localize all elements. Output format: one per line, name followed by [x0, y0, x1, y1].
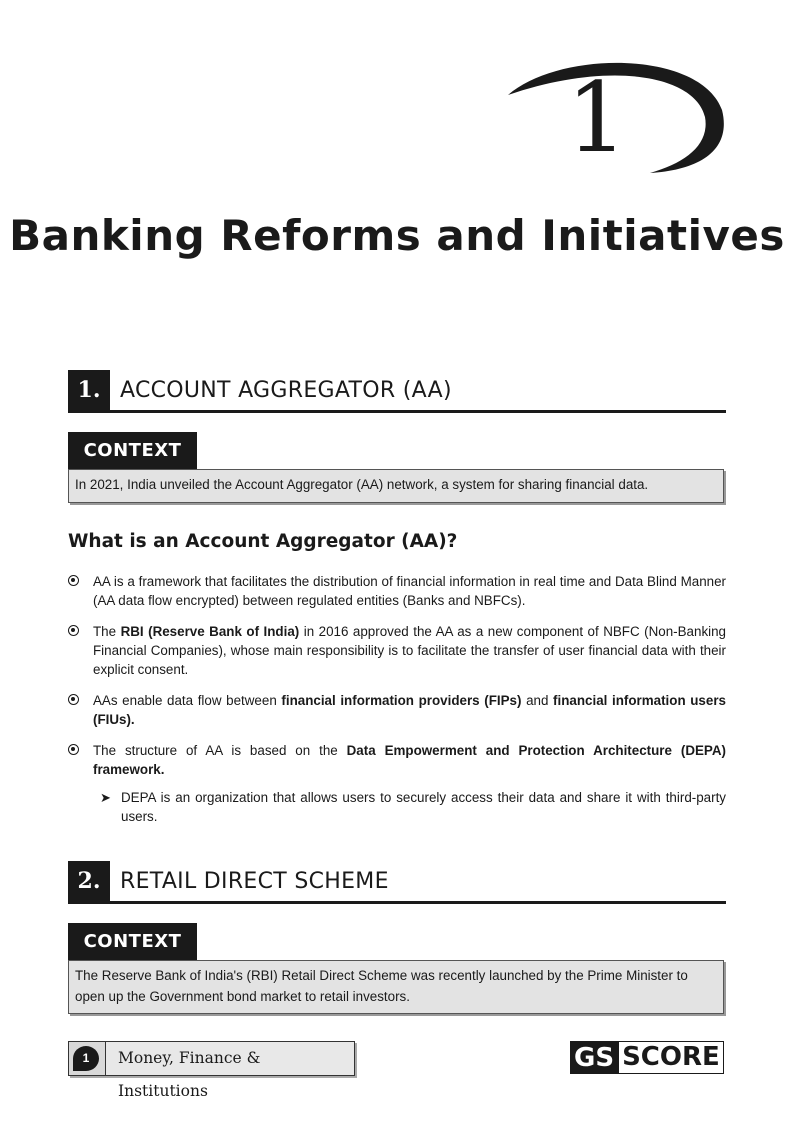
page-number: 1: [82, 1051, 90, 1065]
section-2-context-label: CONTEXT: [68, 923, 197, 960]
chapter-title: Banking Reforms and Initiatives: [9, 211, 785, 260]
section-1-number: 1.: [68, 370, 110, 410]
section-2-number: 2.: [68, 861, 110, 901]
arrow-right-icon: ➤: [100, 790, 111, 805]
section-1-context-label: CONTEXT: [68, 432, 197, 469]
page-number-badge: [73, 1046, 99, 1071]
circle-dot-icon: [68, 744, 79, 755]
logo-gs: GS: [570, 1041, 618, 1074]
logo-score: SCORE: [618, 1041, 724, 1074]
section-1-subheading: What is an Account Aggregator (AA)?: [68, 531, 458, 552]
section-1-title: ACCOUNT AGGREGATOR (AA): [120, 378, 452, 403]
section-1-bullet-list: [68, 572, 726, 791]
section-2-context-box: [68, 960, 724, 1014]
circle-dot-icon: [68, 625, 79, 636]
footer-book-badge: [68, 1041, 355, 1100]
list-item: The structure of AA is based on the Data Empowerment and Protection Architecture (DEPA) framework.: [68, 741, 726, 779]
gs-score-logo: [570, 1041, 724, 1074]
section-1-header: [68, 370, 726, 413]
section-1-context-text: In 2021, India unveiled the Account Aggregator (AA) network, a system for sharing financial data.: [75, 477, 649, 492]
list-item: AAs enable data flow between financial information providers (FIPs) and financial information users (FIUs).: [68, 691, 726, 729]
circle-dot-icon: [68, 694, 79, 705]
list-item: AA is a framework that facilitates the distribution of financial information in real time and Data Blind Manner (AA data flow encrypted) between regulated entities (Banks and NBFCs).: [68, 572, 726, 610]
circle-dot-icon: [68, 575, 79, 586]
section-1-context-box: [68, 469, 724, 503]
sub-list-item: ➤ DEPA is an organization that allows users to securely access their data and share it with third-party users.: [100, 790, 726, 824]
chapter-number: 1: [566, 62, 628, 174]
list-item: The RBI (Reserve Bank of India) in 2016 approved the AA as a new component of NBFC (Non-Banking Financial Companies), whose main responsibility is to facilitate the transfer of user financial data with their explicit consent.: [68, 622, 726, 679]
section-2-context-text: The Reserve Bank of India's (RBI) Retail Direct Scheme was recently launched by the Prime Minister to open up the Government bond market to retail investors.: [75, 968, 688, 1004]
section-2-title: RETAIL DIRECT SCHEME: [120, 869, 389, 894]
footer-book-title: Money, Finance & Institutions: [105, 1042, 354, 1075]
section-2-header: [68, 861, 726, 904]
